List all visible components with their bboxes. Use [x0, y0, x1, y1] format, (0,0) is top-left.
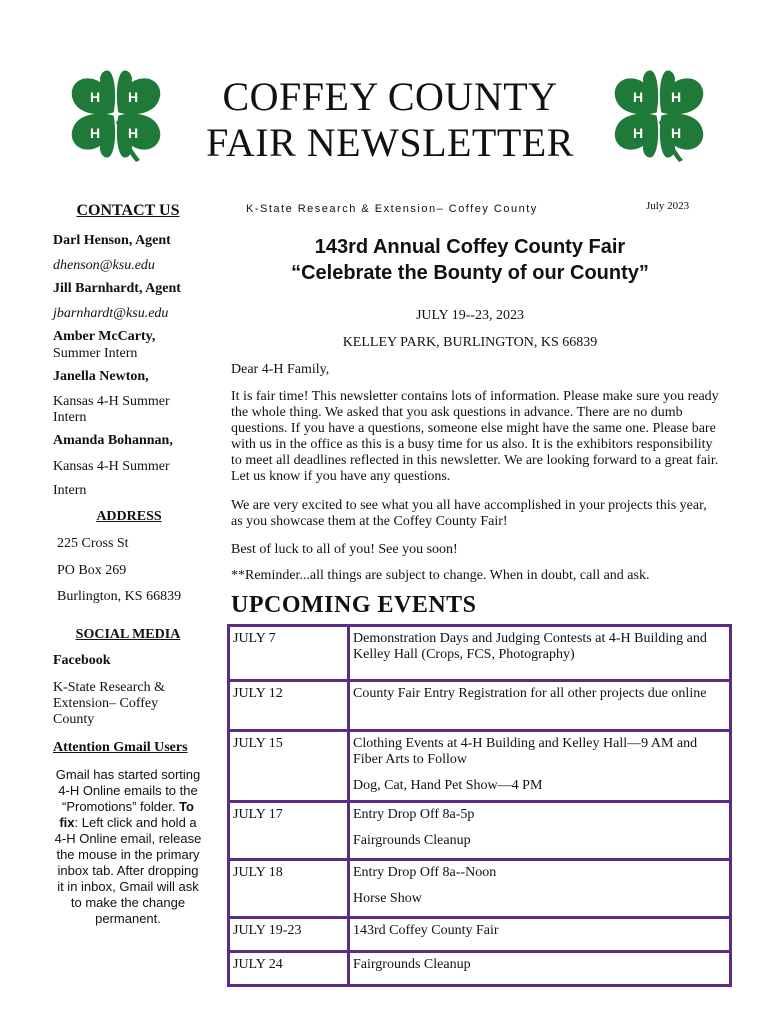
gmail-fix-label: To fix [59, 799, 194, 830]
upcoming-events-heading: UPCOMING EVENTS [231, 592, 477, 618]
event-item: Dog, Cat, Hand Pet Show—4 PM [353, 778, 543, 793]
intern2-role: Kansas 4-H Summer Intern [53, 394, 170, 425]
gmail-heading: Attention Gmail Users [53, 740, 188, 755]
intro-paragraph: It is fair time! This newsletter contains lots of information. Please make sure you ready the whole thing. We asked that you ask questions in advance. There are no dumb questions. If you have a questions, someone else might have the same one. Please bare with us in the office as this is a busy time for us also. It is the exhibitors responsibility to meet all deadlines reflected in this newsletter. We are looking forward to a great fair. Let us know if you have any questions. [231, 389, 719, 484]
svg-text:H: H [128, 125, 139, 141]
svg-text:H: H [633, 89, 644, 105]
intern2-name: Janella Newton, [53, 369, 149, 384]
event-item: Entry Drop Off 8a-5p [353, 807, 475, 822]
event-item: Clothing Events at 4-H Building and Kelley Hall—9 AM and Fiber Arts to Follow [353, 736, 698, 767]
event-date: JULY 7 [229, 626, 349, 681]
event-date: JULY 19-23 [229, 918, 349, 952]
event-row [229, 952, 731, 986]
event-row [229, 731, 731, 802]
event-date: JULY 12 [229, 681, 349, 731]
newsletter-masthead [180, 74, 600, 166]
4h-clover-logo-icon [70, 68, 162, 164]
event-row [229, 918, 731, 952]
gmail-instructions [53, 767, 203, 927]
facebook-label: Facebook [53, 653, 111, 668]
4h-clover-logo-icon [613, 68, 705, 164]
address-heading: ADDRESS [96, 509, 162, 524]
agent2-email-link[interactable]: jbarnhardt@ksu.edu [53, 306, 169, 321]
fair-location: KELLEY PARK, BURLINGTON, KS 66839 [342, 335, 598, 350]
address-line-1: 225 Cross St [57, 536, 129, 551]
event-row [229, 626, 731, 681]
event-row [229, 681, 731, 731]
facebook-page-link[interactable]: K-State Research & Extension– Coffey County [53, 680, 165, 727]
intern3-name: Amanda Bohannan, [53, 433, 173, 448]
reminder-paragraph: **Reminder...all things are subject to change. When in doubt, call and ask. [231, 568, 650, 583]
event-description [349, 681, 731, 731]
event-description [349, 860, 731, 918]
gmail-instructions-steps: : Left click and hold a 4-H Online email, release the mouse in the primary inbox tab. After dropping it in inbox, Gmail will ask to make the change permanent. [54, 815, 202, 926]
event-item: Fairgrounds Cleanup [353, 833, 471, 848]
svg-text:H: H [90, 89, 101, 105]
event-date: JULY 24 [229, 952, 349, 986]
intern1-role: Summer Intern [53, 346, 138, 361]
event-item: 143rd Coffey County Fair [353, 923, 499, 938]
intern3-role-line1: Kansas 4-H Summer [53, 459, 170, 474]
event-item: Horse Show [353, 891, 422, 906]
events-table [227, 624, 732, 987]
excitement-paragraph: We are very excited to see what you all have accomplished in your projects this year, as you showcase them at the Coffey County Fair! [231, 498, 707, 529]
event-row [229, 860, 731, 918]
event-date: JULY 15 [229, 731, 349, 802]
address-line-3: Burlington, KS 66839 [57, 589, 182, 604]
event-description [349, 918, 731, 952]
svg-text:H: H [633, 125, 644, 141]
agent1-name: Darl Henson, Agent [53, 233, 171, 248]
event-item: Demonstration Days and Judging Contests at 4-H Building and Kelley Hall (Crops, FCS, Photography) [353, 631, 707, 662]
svg-text:H: H [671, 89, 682, 105]
fair-dates: JULY 19--23, 2023 [415, 308, 525, 323]
intern1-name: Amber McCarty, [53, 329, 156, 344]
event-item: County Fair Entry Registration for all other projects due online [353, 686, 707, 701]
svg-text:H: H [90, 125, 101, 141]
fair-title-line1: 143rd Annual Coffey County Fair [314, 236, 626, 258]
issue-date: July 2023 [646, 200, 690, 212]
gmail-instructions-intro: Gmail has started sorting 4-H Online emails to the “Promotions” folder. [55, 767, 201, 814]
contact-heading: CONTACT US [76, 202, 180, 219]
fair-title-line2: “Celebrate the Bounty of our County” [291, 262, 649, 284]
event-item: Entry Drop Off 8a--Noon [353, 865, 497, 880]
event-description [349, 626, 731, 681]
agent1-email-link[interactable]: dhenson@ksu.edu [53, 258, 155, 273]
good-luck-paragraph: Best of luck to all of you! See you soon! [231, 542, 458, 557]
svg-text:H: H [671, 125, 682, 141]
event-date: JULY 17 [229, 802, 349, 860]
greeting: Dear 4-H Family, [231, 362, 330, 377]
event-description [349, 952, 731, 986]
event-item: Fairgrounds Cleanup [353, 957, 471, 972]
masthead-line-1: COFFEY COUNTY [222, 74, 558, 119]
masthead-line-2: FAIR NEWSLETTER [206, 120, 574, 165]
agent2-name: Jill Barnhardt, Agent [53, 281, 181, 296]
event-date: JULY 18 [229, 860, 349, 918]
social-media-heading: SOCIAL MEDIA [75, 627, 181, 642]
svg-text:H: H [128, 89, 139, 105]
intern3-role-line2: Intern [53, 483, 87, 498]
event-description [349, 802, 731, 860]
event-description [349, 731, 731, 802]
address-line-2: PO Box 269 [57, 563, 127, 578]
fair-title [235, 234, 705, 286]
event-row [229, 802, 731, 860]
org-line: K-State Research & Extension– Coffey County [246, 203, 538, 215]
